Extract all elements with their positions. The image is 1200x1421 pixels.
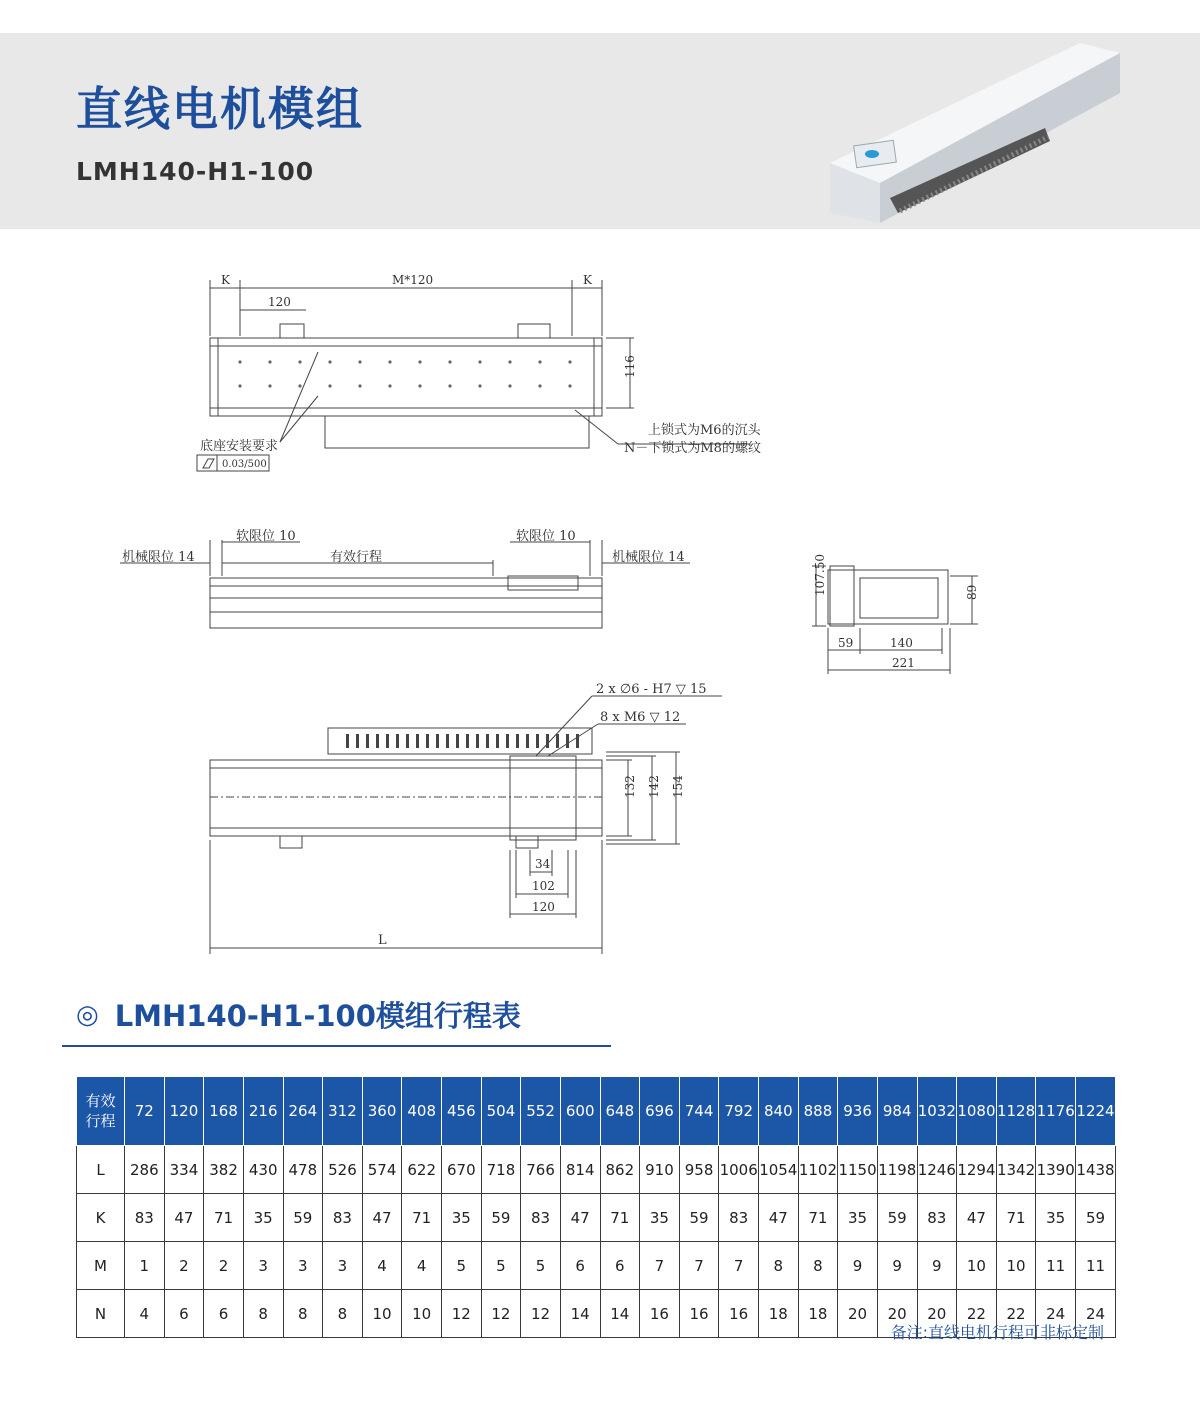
model-subtitle: LMH140-H1-100 — [76, 157, 315, 186]
table-cell: 3 — [283, 1242, 323, 1290]
stroke-header-cell: 696 — [640, 1077, 680, 1146]
dim-89: 89 — [965, 584, 979, 600]
table-cell: 1342 — [996, 1146, 1036, 1194]
table-cell: 59 — [877, 1194, 917, 1242]
table-cell: 83 — [125, 1194, 165, 1242]
table-cell: 83 — [521, 1194, 561, 1242]
table-cell: 9 — [917, 1242, 957, 1290]
stroke-header-cell: 360 — [362, 1077, 402, 1146]
top-view-holes — [238, 360, 571, 387]
table-cell: 20 — [838, 1290, 878, 1338]
table-cell: 71 — [402, 1194, 442, 1242]
table-cell: 47 — [957, 1194, 997, 1242]
stroke-header-cell: 840 — [759, 1077, 799, 1146]
stroke-header-cell: 648 — [600, 1077, 640, 1146]
table-cell: 526 — [323, 1146, 363, 1194]
table-cell: 5 — [521, 1242, 561, 1290]
soft-limit-right: 软限位 10 — [516, 529, 576, 544]
stroke-header-cell: 216 — [243, 1077, 283, 1146]
table-cell: 7 — [679, 1242, 719, 1290]
table-row — [77, 1146, 1116, 1194]
stroke-header-cell: 1128 — [996, 1077, 1036, 1146]
table-cell: 958 — [679, 1146, 719, 1194]
table-cell: 9 — [838, 1242, 878, 1290]
stroke-header-cell: 744 — [679, 1077, 719, 1146]
effective-stroke-label: 有效行程 — [330, 550, 383, 565]
table-cell: 59 — [481, 1194, 521, 1242]
stroke-header-cell: 312 — [323, 1077, 363, 1146]
table-cell: 10 — [402, 1290, 442, 1338]
table-cell: 35 — [640, 1194, 680, 1242]
table-cell: 910 — [640, 1146, 680, 1194]
stroke-header-cell: 456 — [442, 1077, 482, 1146]
table-cell: 4 — [362, 1242, 402, 1290]
table-cell: 1054 — [759, 1146, 799, 1194]
table-cell: 1438 — [1076, 1146, 1116, 1194]
section-title-text: LMH140-H1-100模组行程表 — [114, 999, 521, 1033]
table-cell: 6 — [600, 1242, 640, 1290]
table-cell: 47 — [362, 1194, 402, 1242]
table-cell: 286 — [125, 1146, 165, 1194]
row-label: N — [77, 1290, 125, 1338]
lock-up-note: 上锁式为M6的沉头 — [648, 423, 761, 438]
table-cell: 20 — [877, 1290, 917, 1338]
table-cell: 59 — [679, 1194, 719, 1242]
hole-note-pin: 2 x ∅6 - H7 ▽ 15 — [596, 682, 707, 697]
table-cell: 59 — [1076, 1194, 1116, 1242]
table-cell: 20 — [917, 1290, 957, 1338]
table-cell: 8 — [323, 1290, 363, 1338]
dim-116: 116 — [623, 355, 637, 378]
table-cell: 766 — [521, 1146, 561, 1194]
stroke-header-cell: 936 — [838, 1077, 878, 1146]
stroke-header-cell: 72 — [125, 1077, 165, 1146]
table-cell: 83 — [719, 1194, 759, 1242]
table-cell: 4 — [125, 1290, 165, 1338]
table-cell: 16 — [679, 1290, 719, 1338]
dim-102: 102 — [532, 879, 555, 893]
stroke-header-cell: 984 — [877, 1077, 917, 1146]
stroke-header-cell: 408 — [402, 1077, 442, 1146]
table-cell: 574 — [362, 1146, 402, 1194]
stroke-header-cell: 1032 — [917, 1077, 957, 1146]
table-cell: 35 — [442, 1194, 482, 1242]
table-cell: 814 — [560, 1146, 600, 1194]
table-cell: 7 — [640, 1242, 680, 1290]
stroke-header-cell: 168 — [204, 1077, 244, 1146]
table-cell: 718 — [481, 1146, 521, 1194]
dim-34: 34 — [535, 857, 551, 871]
section-title — [76, 994, 521, 1035]
dim-154: 154 — [671, 775, 685, 798]
table-cell: 8 — [243, 1290, 283, 1338]
flatness-label: 0.03/500 — [222, 459, 267, 470]
table-cell: 1246 — [917, 1146, 957, 1194]
stroke-header-cell: 504 — [481, 1077, 521, 1146]
stroke-header-cell: 600 — [560, 1077, 600, 1146]
table-cell: 7 — [719, 1242, 759, 1290]
table-cell: 47 — [560, 1194, 600, 1242]
section-underline — [62, 1045, 611, 1047]
table-cell: 1294 — [957, 1146, 997, 1194]
ring-icon: ◎ — [76, 999, 99, 1030]
dim-107-50: 107.50 — [813, 554, 827, 596]
base-requirement-label: 底座安装要求 — [200, 439, 279, 454]
table-cell: 1102 — [798, 1146, 838, 1194]
table-cell: 35 — [838, 1194, 878, 1242]
table-cell: 18 — [759, 1290, 799, 1338]
stroke-header-cell: 1080 — [957, 1077, 997, 1146]
dim-140: 140 — [890, 636, 913, 650]
table-cell: 10 — [996, 1242, 1036, 1290]
table-cell: 35 — [243, 1194, 283, 1242]
table-cell: 1006 — [719, 1146, 759, 1194]
table-cell: 622 — [402, 1146, 442, 1194]
table-cell: 4 — [402, 1242, 442, 1290]
table-cell: 47 — [164, 1194, 204, 1242]
table-cell: 334 — [164, 1146, 204, 1194]
table-cell: 71 — [996, 1194, 1036, 1242]
stroke-header-label: 有效 行程 — [77, 1077, 125, 1146]
table-cell: 12 — [442, 1290, 482, 1338]
dim-120-bottom: 120 — [532, 900, 555, 914]
table-cell: 430 — [243, 1146, 283, 1194]
mech-limit-right: 机械限位 14 — [612, 550, 685, 565]
table-cell: 6 — [204, 1290, 244, 1338]
stroke-header-cell: 264 — [283, 1077, 323, 1146]
table-cell: 22 — [996, 1290, 1036, 1338]
table-cell: 14 — [600, 1290, 640, 1338]
table-cell: 14 — [560, 1290, 600, 1338]
table-cell: 1150 — [838, 1146, 878, 1194]
table-cell: 12 — [481, 1290, 521, 1338]
mech-limit-left: 机械限位 14 — [122, 550, 195, 565]
stroke-header-cell: 552 — [521, 1077, 561, 1146]
row-label: K — [77, 1194, 125, 1242]
table-cell: 478 — [283, 1146, 323, 1194]
row-label: L — [77, 1146, 125, 1194]
table-cell: 22 — [957, 1290, 997, 1338]
table-cell: 35 — [1036, 1194, 1076, 1242]
dim-k-left: K — [221, 273, 230, 287]
table-cell: 11 — [1076, 1242, 1116, 1290]
table-cell: 71 — [600, 1194, 640, 1242]
table-cell: 1198 — [877, 1146, 917, 1194]
stroke-table — [76, 1076, 1116, 1338]
table-cell: 1390 — [1036, 1146, 1076, 1194]
table-cell: 8 — [283, 1290, 323, 1338]
front-view — [120, 540, 690, 628]
table-cell: 3 — [323, 1242, 363, 1290]
table-cell: 24 — [1076, 1290, 1116, 1338]
table-cell: 11 — [1036, 1242, 1076, 1290]
stroke-header-cell: 888 — [798, 1077, 838, 1146]
table-cell: 8 — [759, 1242, 799, 1290]
table-cell: 83 — [323, 1194, 363, 1242]
table-cell: 9 — [877, 1242, 917, 1290]
hole-note-thread: 8 x M6 ▽ 12 — [600, 710, 681, 725]
page-title: 直线电机模组 — [76, 82, 364, 136]
table-cell: 3 — [243, 1242, 283, 1290]
stroke-header-cell: 1224 — [1076, 1077, 1116, 1146]
table-cell: 670 — [442, 1146, 482, 1194]
table-cell: 10 — [957, 1242, 997, 1290]
row-label: M — [77, 1242, 125, 1290]
table-cell: 382 — [204, 1146, 244, 1194]
dim-132: 132 — [623, 775, 637, 798]
footnote: 备注:直线电机行程可非标定制 — [890, 1323, 1104, 1342]
table-cell: 16 — [640, 1290, 680, 1338]
table-cell: 59 — [283, 1194, 323, 1242]
cable-chain-slots — [346, 734, 579, 748]
lock-down-note: N－下锁式为M8的螺纹 — [624, 441, 761, 456]
stroke-header-cell: 1176 — [1036, 1077, 1076, 1146]
table-cell: 16 — [719, 1290, 759, 1338]
stroke-header-row — [77, 1077, 1116, 1146]
table-cell: 10 — [362, 1290, 402, 1338]
stroke-header-cell: 792 — [719, 1077, 759, 1146]
soft-limit-left: 软限位 10 — [236, 529, 296, 544]
table-cell: 83 — [917, 1194, 957, 1242]
table-cell: 2 — [164, 1242, 204, 1290]
table-cell: 8 — [798, 1242, 838, 1290]
table-cell: 1 — [125, 1242, 165, 1290]
table-cell: 12 — [521, 1290, 561, 1338]
table-cell: 6 — [164, 1290, 204, 1338]
table-cell: 2 — [204, 1242, 244, 1290]
dim-L: L — [378, 933, 387, 948]
table-cell: 5 — [481, 1242, 521, 1290]
dim-221: 221 — [892, 656, 915, 670]
dim-59: 59 — [838, 636, 854, 650]
dim-142: 142 — [647, 775, 661, 798]
table-cell: 71 — [798, 1194, 838, 1242]
table-cell: 18 — [798, 1290, 838, 1338]
table-cell: 71 — [204, 1194, 244, 1242]
table-cell: 24 — [1036, 1290, 1076, 1338]
dim-k-right: K — [583, 273, 592, 287]
table-cell: 6 — [560, 1242, 600, 1290]
table-cell: 862 — [600, 1146, 640, 1194]
dim-120-top: 120 — [268, 295, 291, 309]
table-row — [77, 1194, 1116, 1242]
table-row — [77, 1242, 1116, 1290]
dim-m120: M*120 — [392, 273, 434, 287]
stroke-header-cell: 120 — [164, 1077, 204, 1146]
table-cell: 5 — [442, 1242, 482, 1290]
table-cell: 47 — [759, 1194, 799, 1242]
